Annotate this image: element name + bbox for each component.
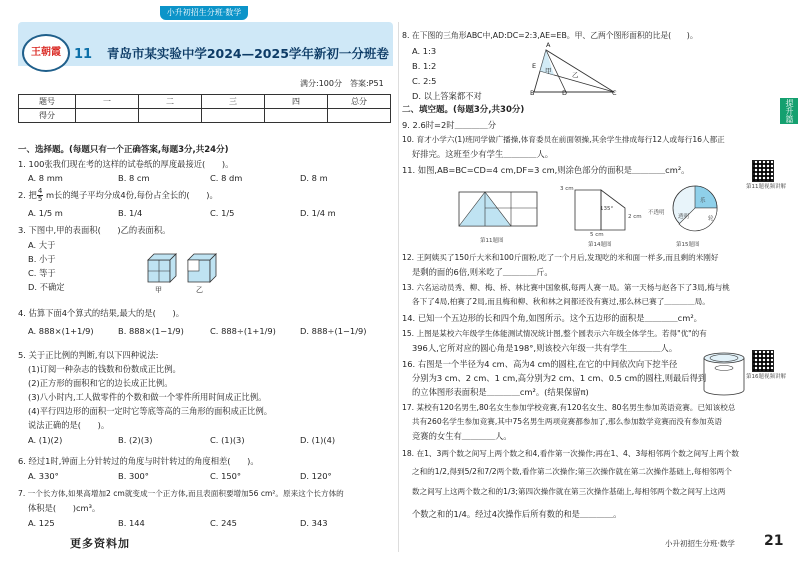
q1-option-a: A. 8 mm: [28, 173, 63, 183]
q2-option-c: C. 1/5: [210, 208, 235, 218]
label-b: B: [530, 89, 535, 97]
q2-option-d: D. 1/4 m: [300, 208, 336, 218]
question-4: 4. 估算下面4个算式的结果,最大的是( )。: [18, 308, 184, 318]
fig15-label-toumin: 透明: [678, 214, 690, 220]
question-10-cont: 好排完。这班至少有学生＿＿＿＿人。: [412, 149, 554, 159]
q1-option-b: B. 8 cm: [118, 173, 150, 183]
q5-item: (1)订阅一种杂志的钱数和份数成正比例。: [28, 364, 181, 374]
cube-jia: [148, 254, 176, 282]
q7-option-c: C. 245: [210, 518, 237, 528]
question-13-cont: 各下了4局,柏赛了2局,而且梅和柳、秋和林之间都还没有赛过,那么林已赛了＿＿＿＿局。: [412, 297, 710, 306]
score-header: 题号: [19, 95, 76, 109]
q5-option-b: B. (2)(3): [118, 435, 153, 445]
question-7: 7. 一个长方体,如果高增加2 cm就变成一个正方体,而且表面积要增加56 cm²。原来这个长方体的: [18, 489, 344, 498]
figure-14-caption: 第14题图: [588, 242, 612, 248]
qr-caption: 第16题视频讲解: [746, 374, 786, 380]
label-a: A: [546, 41, 551, 49]
q4-option-b: B. 888×(1−1/9): [118, 326, 184, 336]
q7-option-d: D. 343: [300, 518, 328, 528]
question-2: 2. 把 $\frac{4}{5}$ m长的绳子平均分成4份,每份占全长的( )。: [18, 187, 218, 203]
q8-option-b: B. 1:2: [412, 61, 437, 71]
score-cell[interactable]: [76, 109, 139, 123]
section-choice-title: 一、选择题。(每题只有一个正确答案,每题3分,共24分): [18, 145, 229, 155]
question-17: 17. 某校有120名男生,80名女生参加学校竞赛,有120名女生、80名男生参加英语竞赛。已知该校总: [402, 403, 736, 412]
q5-item: (2)正方形的面积和它的边长成正比例。: [28, 378, 173, 388]
score-header: 四: [265, 95, 328, 109]
score-table: [18, 94, 391, 123]
question-16: 16. 右图是一个半径为4 cm、高为4 cm的圆柱,在它的中间依次向下挖半径: [402, 359, 678, 369]
question-11: 11. 如图,AB=BC=CD=4 cm,DF=3 cm,则涂色部分的面积是＿＿＿＿cm²。: [402, 165, 690, 175]
q1-option-d: D. 8 m: [300, 173, 328, 183]
q3-option-d: D. 不确定: [28, 282, 65, 292]
fig15-label-le: 乐: [700, 198, 706, 204]
question-5: 5. 关于正比例的判断,有以下四种说法:: [18, 350, 159, 360]
question-6: 6. 经过1时,钟面上分针转过的角度与时针转过的角度相差( )。: [18, 456, 259, 466]
fig14-label-5cm: 5 cm: [590, 232, 604, 238]
score-cell[interactable]: [265, 109, 328, 123]
q6-option-b: B. 300°: [118, 471, 149, 481]
paper-title: 青岛市某实验中学2024—2025学年新初一分班卷: [106, 46, 389, 61]
label-c: C: [612, 89, 617, 97]
score-row-label: 得分: [19, 109, 76, 123]
q5-option-a: A. (1)(2): [28, 435, 63, 445]
question-15: 15. 上图是某校六年级学生体能测试情况统计图,整个圆表示六年级全体学生。若得"优"的有: [402, 329, 707, 338]
q5-option-d: D. (1)(4): [300, 435, 336, 445]
question-16-cont: 分别为3 cm、2 cm、1 cm,高分别为2 cm、1 cm、0.5 cm的圆柱,则最后得到: [412, 373, 707, 383]
qr-code-icon[interactable]: [752, 350, 774, 372]
qr-caption: 第11题视频讲解: [746, 184, 786, 190]
score-header: 三: [202, 95, 265, 109]
fig15-label-lun: 轮: [708, 216, 714, 222]
label-d: D: [562, 89, 568, 97]
question-17-cont2: 竞赛的女生有＿＿＿＿人。: [412, 431, 512, 441]
score-header: 一: [76, 95, 139, 109]
q1-option-c: C. 8 dm: [210, 173, 243, 183]
cube-yi: [188, 254, 216, 282]
question-17-cont: 共有260名学生参加竞赛,其中75名男生两项竞赛都参加了,那么参加数学竞赛而没有参加英语: [412, 417, 722, 426]
score-cell[interactable]: [139, 109, 202, 123]
q3-option-a: A. 大于: [28, 240, 56, 250]
cylinder-figure: [700, 350, 748, 398]
question-18: 18. 在1、3两个数之间写上两个数之和4,看作第一次操作;再在1、4、3每相邻两个数之间写上两个数: [402, 449, 740, 458]
score-header: 总分: [328, 95, 391, 109]
q5-item: 说法正确的是( )。: [28, 420, 110, 430]
cube-figures: [140, 250, 220, 292]
publisher-logo: 王朝霞: [22, 34, 70, 72]
question-1: 1. 100张我们现在考的这样的试卷纸的厚度最接近( )。: [18, 159, 234, 169]
question-15-cont: 396人,它所对应的圆心角是198°,则该校六年级一共有学生＿＿＿＿人。: [412, 343, 678, 353]
score-header: 二: [139, 95, 202, 109]
label-jia: 甲: [545, 67, 552, 75]
footer-right-text: 小升初招生分班·数学: [665, 539, 735, 548]
section-fill-title: 二、填空题。(每题3分,共30分): [402, 105, 525, 115]
q6-option-d: D. 120°: [300, 471, 332, 481]
q5-item: (3)八小时内,工人做零件的个数和做一个零件所用时间成正比例。: [28, 392, 267, 402]
q7-option-a: A. 125: [28, 518, 55, 528]
q5-option-c: C. (1)(3): [210, 435, 245, 445]
q3-option-b: B. 小于: [28, 254, 56, 264]
fig14-label-angle: 135°: [600, 206, 614, 212]
figure-11: [455, 184, 545, 234]
question-18-cont: 之和的1/2,得到5/2和7/2两个数,看作第二次操作;第三次操作就在第二次操作基础上,每相邻两个: [412, 467, 732, 476]
question-12: 12. 王阿姨买了150斤大米和100斤面粉,吃了一个月后,发现吃的米和面一样多,而且剩的米刚好: [402, 253, 719, 262]
q6-option-c: C. 150°: [210, 471, 242, 481]
question-3: 3. 下图中,甲的表面积( )乙的表面积。: [18, 225, 171, 235]
question-16-cont2: 的立体图形表面积是＿＿＿＿cm²。(结果保留π): [412, 387, 589, 397]
q5-item: (4)平行四边形的面积一定时它等底等高的三角形的面积成正比例。: [28, 406, 273, 416]
q4-option-c: C. 888÷(1+1/9): [210, 326, 276, 336]
q8-option-d: D. 以上答案都不对: [412, 91, 482, 101]
side-tab[interactable]: 提升篇: [780, 98, 798, 124]
q4-option-a: A. 888×(1+1/9): [28, 326, 94, 336]
q8-option-a: A. 1:3: [412, 46, 437, 56]
question-18-cont2: 数之间写上这两个数之和的1/3;第四次操作就在第三次操作基础上,每相邻两个数之间写上这两: [412, 487, 726, 496]
cube-label-jia: 甲: [155, 286, 162, 294]
fig14-label-2cm: 2 cm: [628, 214, 642, 220]
q4-option-d: D. 888÷(1−1/9): [300, 326, 367, 336]
fig14-label-3cm: 3 cm: [560, 186, 574, 192]
q8-option-c: C. 2:5: [412, 76, 437, 86]
figure-11-caption: 第11题图: [480, 238, 504, 244]
figure-15-pie: [665, 182, 725, 236]
q3-option-c: C. 等于: [28, 268, 56, 278]
question-8: 8. 在下图的三角形ABC中,AD:DC=2:3,AE=EB。甲、乙两个图形面积的比是( )。: [402, 31, 698, 40]
fig15-label-butoumin: 不透明: [648, 210, 665, 216]
question-12-cont: 是剩的面的6倍,则米吃了＿＿＿＿斤。: [412, 267, 553, 277]
page-number: 21: [764, 533, 784, 549]
question-10: 10. 育才小学六(1)班同学做广播操,体育委员在前面领操,其余学生排成每行12人或每行16人都正: [402, 135, 725, 144]
cube-label-yi: 乙: [196, 286, 203, 294]
label-yi: 乙: [572, 71, 579, 79]
label-e: E: [532, 62, 537, 70]
figure-15-caption: 第15题图: [676, 242, 700, 248]
q2-option-a: A. 1/5 m: [28, 208, 63, 218]
qr-code-icon[interactable]: [752, 160, 774, 182]
score-cell[interactable]: [202, 109, 265, 123]
question-7-cont: 体积是( )cm³。: [28, 503, 101, 513]
question-18-cont3: 个数之和的1/4。经过4次操作后所有数的和是＿＿＿＿。: [412, 509, 622, 519]
score-cell[interactable]: [328, 109, 391, 123]
q2-option-b: B. 1/4: [118, 208, 143, 218]
fraction: $\frac{4}{5}$: [37, 187, 43, 203]
column-divider: [398, 22, 399, 552]
score-meta: 满分:100分 答案:P51: [300, 79, 384, 88]
page-title: [74, 44, 389, 62]
question-9: 9. 2.6时=2时＿＿＿＿分: [402, 120, 497, 130]
footer-left-text: 更多资料加: [70, 537, 130, 550]
top-tag: 小升初招生分班·数学: [160, 6, 248, 20]
q7-option-b: B. 144: [118, 518, 145, 528]
question-13: 13. 六名运动员秀、柳、梅、桥、林比赛中国象棋,每两人赛一局。第一天杨与赵各下了3局,梅与桃: [402, 283, 730, 292]
paper-number: 11: [74, 47, 93, 62]
question-14: 14. 已知一个五边形的长和四个角,如图所示。这个五边形的面积是＿＿＿＿cm²。: [402, 313, 702, 323]
q6-option-a: A. 330°: [28, 471, 59, 481]
